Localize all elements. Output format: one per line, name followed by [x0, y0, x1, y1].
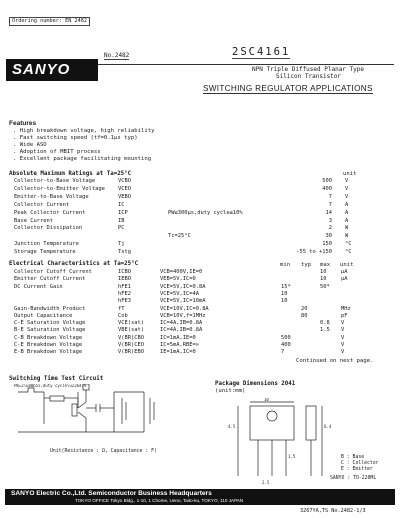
elec-row — [0, 276, 400, 283]
footer-address: TOKYO OFFICE Tokyo Bldg., 1-10, 1 Chome, Ueno, Taito-ku, TOKYO, 110 JAPAN — [75, 498, 244, 503]
elec-param: Emitter Cutoff Current — [14, 276, 86, 283]
elec-row — [0, 306, 400, 313]
abs-max-unit: V — [345, 178, 349, 184]
abs-max-unit: W — [345, 233, 349, 240]
elec-sym: V(BR)CBO — [118, 334, 144, 341]
abs-max-unit: °C — [345, 241, 352, 248]
abs-max-sym: ICP — [118, 209, 128, 216]
elec-unit: pF — [341, 312, 348, 319]
abs-max-row — [0, 225, 400, 232]
elec-max: 50* — [320, 283, 330, 290]
abs-max-unit: V — [345, 185, 349, 192]
continued-note: Continued on next page. — [296, 358, 374, 364]
elec-min: 15* — [281, 283, 291, 290]
elec-unit: V — [341, 327, 345, 334]
feature-item: . Adoption of MBIT process — [13, 149, 101, 155]
footer-company: SANYO Electric Co.,Ltd. Semiconductor Business Headquarters — [11, 490, 212, 497]
elec-max: 1.5 — [320, 327, 330, 334]
abs-max-sym: Tj — [118, 241, 125, 248]
abs-max-row — [0, 178, 400, 185]
elec-row — [0, 284, 400, 291]
package-legend-b: B : Base — [341, 455, 365, 460]
abs-max-sym: VEBO — [118, 193, 131, 200]
abs-max-unit: A — [345, 201, 349, 208]
package-dim: 2.5 — [262, 480, 270, 485]
features-title: Features — [9, 120, 37, 127]
elec-sym: VBE(sat) — [118, 327, 144, 334]
elec-param: C-B Breakdown Voltage — [14, 334, 83, 341]
abs-max-unit: A — [345, 209, 349, 216]
abs-max-cond: PW≤300µs,duty cycle≤10% — [168, 209, 243, 216]
elec-row — [0, 313, 400, 320]
abs-max-val: 2 — [328, 225, 332, 232]
abs-max-val: 7 — [328, 201, 332, 208]
package-legend-c: C : Collector — [341, 461, 379, 466]
package-outline-drawing — [228, 398, 338, 488]
document-number: No.2482 — [104, 52, 130, 59]
elec-sym: hFE3 — [118, 298, 131, 305]
elec-cond: VCB=400V,IE=0 — [160, 269, 203, 275]
abs-max-sym: IB — [118, 217, 125, 224]
circuit-unit-note: Unit(Resistance : Ω, Capacitance : F) — [50, 449, 157, 454]
abs-max-row — [0, 218, 400, 225]
elec-param: C-E Saturation Voltage — [14, 320, 86, 327]
package-legend-e: E : Emitter — [341, 467, 373, 472]
elec-cond: VCE=5V,IC=10mA — [160, 298, 206, 305]
svg-text:PW=2\u00b5s,duty cycle\u22641%: PW=2\u00b5s,duty cycle\u22641% — [14, 384, 87, 388]
part-number: 2SC4161 — [232, 46, 291, 58]
elec-unit: µA — [341, 269, 348, 275]
elec-unit: V — [341, 320, 345, 327]
elec-row — [0, 349, 400, 356]
abs-max-sym: VCEO — [118, 185, 131, 192]
abs-max-val: 500 — [322, 178, 332, 184]
ordering-number: Ordering number: EN 2482 — [9, 17, 90, 26]
elec-cond: IE=1mA,IC=0 — [160, 349, 196, 356]
abs-max-row — [0, 202, 400, 209]
footer-banner — [5, 489, 395, 505]
elec-header-unit: unit — [340, 262, 354, 268]
abs-max-val: -55 to +150 — [296, 249, 332, 256]
package-dim: 6.4 — [324, 424, 332, 429]
elec-min: 500 — [281, 334, 291, 341]
abs-max-param: Collector-to-Base Voltage — [14, 178, 96, 184]
elec-typ: 80 — [301, 312, 308, 319]
elec-sym: Cob — [118, 312, 128, 319]
elec-sym: VCE(sat) — [118, 320, 144, 327]
abs-max-param: Junction Temperature — [14, 241, 79, 248]
elec-sym: IEBO — [118, 276, 131, 283]
elec-row — [0, 291, 400, 298]
abs-max-sym: VCBO — [118, 178, 131, 184]
elec-max: 10 — [320, 276, 327, 283]
feature-item: . Fast switching speed (tf=0.1µs typ) — [13, 135, 138, 141]
abs-max-param: Peak Collector Current — [14, 209, 86, 216]
abs-max-unit-header: unit — [343, 171, 357, 177]
abs-max-unit: V — [345, 193, 349, 200]
abs-max-unit: A — [345, 217, 349, 224]
elec-row — [0, 327, 400, 334]
elec-cond: IC=4A,IB=0.8A — [160, 320, 203, 327]
elec-param: Output Capacitance — [14, 312, 73, 319]
package-dim: 4.5 — [228, 424, 236, 429]
switching-test-circuit — [14, 384, 199, 444]
elec-row — [0, 298, 400, 305]
elec-title: Electrical Characteristics at Ta=25°C — [9, 261, 139, 267]
elec-cond: IC=4A,IB=0.8A — [160, 327, 203, 334]
elec-sym: V(BR)CEO — [118, 342, 144, 348]
elec-sym: fT — [118, 305, 125, 312]
elec-unit: V — [341, 349, 345, 356]
abs-max-unit: °C — [345, 249, 352, 256]
abs-max-val: 30 — [325, 233, 332, 240]
abs-max-row — [0, 233, 400, 240]
elec-param: DC Current Gain — [14, 283, 63, 290]
elec-sym: hFE2 — [118, 290, 131, 297]
feature-item: . Excellent package facilitating mounting — [13, 156, 152, 162]
abs-max-row — [0, 194, 400, 201]
feature-item: . Wide ASO — [13, 142, 47, 148]
abs-max-val: 7 — [328, 193, 332, 200]
elec-cond: VCE=5V,IC=4A — [160, 290, 199, 297]
package-dim: 1.5 — [288, 454, 296, 459]
abs-max-param: Base Current — [14, 217, 53, 224]
subtitle-line2: Silicon Transistor — [276, 73, 342, 80]
elec-unit: MHz — [341, 305, 351, 312]
elec-row — [0, 342, 400, 349]
elec-header-min: min — [280, 262, 291, 268]
abs-max-param: Emitter-to-Base Voltage — [14, 193, 89, 200]
package-dim: 10 — [264, 398, 269, 402]
elec-unit: V — [341, 342, 345, 348]
package-title: Package Dimensions 2041 — [215, 381, 296, 387]
elec-min: 7 — [281, 349, 285, 356]
footer-code: 3267YA,TS No.2482-1/3 — [300, 508, 366, 514]
elec-row — [0, 269, 400, 276]
package-label: SANYO : TO-220ML — [330, 476, 377, 481]
elec-max: 10 — [320, 269, 327, 275]
abs-max-row — [0, 241, 400, 248]
elec-cond: IC=5mA,RBE=∞ — [160, 342, 199, 348]
abs-max-sym: IC — [118, 201, 125, 208]
elec-max: 0.8 — [320, 320, 330, 327]
elec-typ: 20 — [301, 305, 308, 312]
brand-logo-text: SANYO — [12, 61, 71, 78]
elec-unit: V — [341, 334, 345, 341]
elec-param: B-E Saturation Voltage — [14, 327, 86, 334]
elec-unit: µA — [341, 276, 348, 283]
application-title: SWITCHING REGULATOR APPLICATIONS — [203, 84, 373, 93]
elec-sym: ICBO — [118, 269, 131, 275]
elec-min: 10 — [281, 290, 288, 297]
abs-max-val: 3 — [328, 217, 332, 224]
subtitle-line1: NPN Triple Diffused Planar Type — [252, 66, 364, 73]
switching-circuit-title: Switching Time Test Circuit — [9, 376, 104, 382]
abs-max-val: 400 — [322, 185, 332, 192]
feature-item: . High breakdown voltage, high reliability — [13, 128, 155, 134]
elec-sym: V(BR)EBO — [118, 349, 144, 356]
elec-param: C-E Breakdown Voltage — [14, 342, 83, 348]
abs-max-row — [0, 210, 400, 217]
abs-max-param: Collector-to-Emitter Voltage — [14, 185, 105, 192]
brand-logo — [6, 59, 98, 81]
elec-param: Collector Cutoff Current — [14, 269, 92, 275]
abs-max-sym: PC — [118, 225, 125, 232]
elec-cond: VCB=10V,f=1MHz — [160, 312, 206, 319]
elec-cond: IC=1mA,IE=0 — [160, 334, 196, 341]
elec-min: 400 — [281, 342, 291, 348]
abs-max-val: 150 — [322, 241, 332, 248]
abs-max-title: Absolute Maximum Ratings at Ta=25°C — [9, 171, 132, 177]
elec-cond: VCE=5V,IC=0.8A — [160, 283, 206, 290]
abs-max-param: Storage Temperature — [14, 249, 76, 256]
abs-max-unit: W — [345, 225, 349, 232]
elec-cond: VCE=10V,IC=0.8A — [160, 305, 209, 312]
elec-row — [0, 335, 400, 342]
abs-max-param: Collector Dissipation — [14, 225, 83, 232]
elec-min: 10 — [281, 298, 288, 305]
elec-cond: VEB=5V,IC=0 — [160, 276, 196, 283]
elec-header-max: max — [320, 262, 331, 268]
abs-max-sym: Tstg — [118, 249, 131, 256]
header-rule — [98, 64, 394, 65]
elec-sym: hFE1 — [118, 283, 131, 290]
abs-max-param: Collector Current — [14, 201, 70, 208]
elec-param: Gain-Bandwidth Product — [14, 305, 86, 312]
abs-max-row — [0, 186, 400, 193]
abs-max-cond: Tc=25°C — [168, 233, 191, 240]
package-units: (unit:mm) — [215, 388, 246, 394]
elec-param: E-B Breakdown Voltage — [14, 349, 83, 356]
elec-header-typ: typ — [301, 262, 312, 268]
elec-row — [0, 320, 400, 327]
abs-max-val: 14 — [325, 209, 332, 216]
abs-max-row — [0, 249, 400, 256]
